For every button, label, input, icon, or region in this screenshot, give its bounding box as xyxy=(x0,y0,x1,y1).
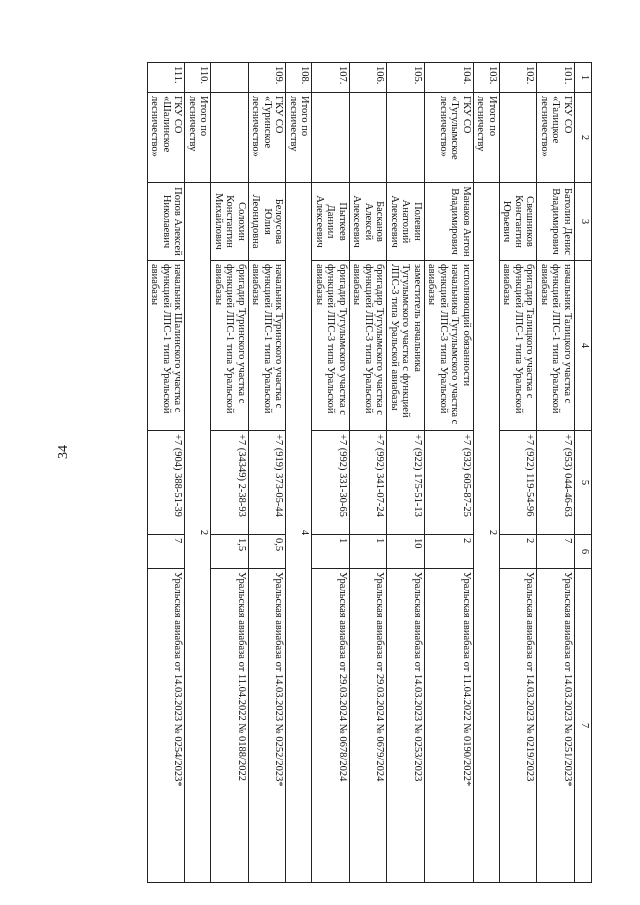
position-cell: бригадир Талицкого участка с функцией ЛПС-1 типа Уральской авиабазы xyxy=(500,261,538,431)
phone-cell: +7 (919) 373-05-44 xyxy=(249,431,287,535)
table-row xyxy=(387,63,425,883)
phone-cell: +7 (922) 175-51-13 xyxy=(387,431,425,535)
count-cell: 1 xyxy=(350,535,388,569)
position-cell: исполняющий обязанности начальника Тугулымского участка с функцией ЛПС-3 типа Уральской авиабазы xyxy=(425,261,474,431)
header-row xyxy=(575,63,592,883)
position-cell: начальник Талицкого участка с функцией ЛПС-1 типа Уральской авиабазы xyxy=(537,261,575,431)
page-number: 34 xyxy=(56,445,71,459)
count-cell: 7 xyxy=(537,535,575,569)
person-name-cell: Солохин Константин Михайлович xyxy=(211,183,249,261)
person-name-cell: Свешников Константин Юрьевич xyxy=(500,183,538,261)
subtotal-value: 2 xyxy=(185,183,211,883)
row-number: 103. xyxy=(474,63,500,93)
position-cell: бригадир Тугулымского участка с функцией ЛПС-3 типа Уральской авиабазы xyxy=(312,261,350,431)
table-row xyxy=(350,63,388,883)
phone-cell: +7 (932) 605-87-25 xyxy=(425,431,474,535)
row-number: 110. xyxy=(185,63,211,93)
document-cell: Уральская авиабаза от 14.03.2023 № 0253/2023 xyxy=(387,569,425,883)
document-cell: Уральская авиабаза от 29.03.2024 № 0679/2024 xyxy=(350,569,388,883)
organization-cell xyxy=(387,93,425,183)
organization-cell xyxy=(350,93,388,183)
position-cell: бригадир Туринского участка с функцией ЛПС-1 типа Уральской авиабазы xyxy=(211,261,249,431)
row-number: 109. xyxy=(249,63,287,93)
document-cell: Уральская авиабаза от 14.03.2023 № 0251/2023* xyxy=(537,569,575,883)
person-name-cell: Полевин Анатолий Алексеевич xyxy=(387,183,425,261)
row-number: 101. xyxy=(537,63,575,93)
organization-cell xyxy=(500,93,538,183)
organization-cell: ГКУ СО «Талицкое лесничество» xyxy=(537,93,575,183)
subtotal-value: 4 xyxy=(286,183,312,883)
header-cell: 6 xyxy=(575,535,592,569)
count-cell: 1 xyxy=(312,535,350,569)
row-number: 106. xyxy=(350,63,388,93)
document-cell: Уральская авиабаза от 14.03.2023 № 0254/2023* xyxy=(148,569,186,883)
subtotal-label: Итого по лесничеству xyxy=(185,93,211,183)
table-row xyxy=(537,63,575,883)
header-cell: 2 xyxy=(575,93,592,183)
document-cell: Уральская авиабаза от 11.04.2022 № 0190/2022* xyxy=(425,569,474,883)
table-row xyxy=(211,63,249,883)
organization-cell: ГКУ СО «Шалинское лесничество» xyxy=(148,93,186,183)
phone-cell: +7 (904) 388-51-39 xyxy=(148,431,186,535)
row-number: 107. xyxy=(312,63,350,93)
person-name-cell: Басканов Алексей Алексеевич xyxy=(350,183,388,261)
table-row xyxy=(148,63,186,883)
header-cell: 1 xyxy=(575,63,592,93)
person-name-cell: Батолин Денис Владимирович xyxy=(537,183,575,261)
organization-cell xyxy=(211,93,249,183)
position-cell: заместитель начальника Тугулымского участка с функцией ЛПС-3 типа Уральской авиабазы xyxy=(387,261,425,431)
subtotal-row xyxy=(474,63,500,883)
subtotal-label: Итого по лесничеству xyxy=(286,93,312,183)
position-cell: бригадир Тугулымского участка с функцией ЛПС-3 типа Уральской авиабазы xyxy=(350,261,388,431)
count-cell: 0,5 xyxy=(249,535,287,569)
phone-cell: +7 (34349) 2-38-93 xyxy=(211,431,249,535)
person-name-cell: Манаков Антон Владимирович xyxy=(425,183,474,261)
count-cell: 7 xyxy=(148,535,186,569)
subtotal-row xyxy=(185,63,211,883)
personnel-table xyxy=(147,62,592,883)
table-row xyxy=(249,63,287,883)
table-row xyxy=(312,63,350,883)
subtotal-row xyxy=(286,63,312,883)
subtotal-value: 2 xyxy=(474,183,500,883)
header-cell: 7 xyxy=(575,569,592,883)
row-number xyxy=(211,63,249,93)
person-name-cell: Пыткеев Даниил Алексеевич xyxy=(312,183,350,261)
phone-cell: +7 (992) 341-07-24 xyxy=(350,431,388,535)
document-cell: Уральская авиабаза от 14.03.2023 № 0252/2023* xyxy=(249,569,287,883)
organization-cell: ГКУ СО «Туринское лесничество» xyxy=(249,93,287,183)
position-cell: начальник Туринского участка с функцией ЛПС-1 типа Уральской авиабазы xyxy=(249,261,287,431)
person-name-cell: Попов Алексей Николаевич xyxy=(148,183,186,261)
phone-cell: +7 (992) 331-30-65 xyxy=(312,431,350,535)
count-cell: 10 xyxy=(387,535,425,569)
table-body xyxy=(148,63,575,883)
rotated-table-container xyxy=(80,62,592,882)
table-row xyxy=(500,63,538,883)
table-row xyxy=(425,63,474,883)
count-cell: 1,5 xyxy=(211,535,249,569)
organization-cell: ГКУ СО «Тугулымское лесничество» xyxy=(425,93,474,183)
position-cell: начальник Шалинского участка с функцией ЛПС-1 типа Уральской авиабазы xyxy=(148,261,186,431)
row-number: 108. xyxy=(286,63,312,93)
header-cell: 3 xyxy=(575,183,592,261)
phone-cell: +7 (953) 044-46-63 xyxy=(537,431,575,535)
document-cell: Уральская авиабаза от 29.03.2024 № 0678/2024 xyxy=(312,569,350,883)
row-number: 104. xyxy=(425,63,474,93)
count-cell: 2 xyxy=(425,535,474,569)
header-cell: 4 xyxy=(575,261,592,431)
count-cell: 2 xyxy=(500,535,538,569)
row-number: 105. xyxy=(387,63,425,93)
document-cell: Уральская авиабаза от 14.03.2023 № 0219/2023 xyxy=(500,569,538,883)
phone-cell: +7 (922) 119-54-96 xyxy=(500,431,538,535)
row-number: 102. xyxy=(500,63,538,93)
row-number: 111. xyxy=(148,63,186,93)
document-cell: Уральская авиабаза от 11.04.2022 № 0188/2022 xyxy=(211,569,249,883)
organization-cell xyxy=(312,93,350,183)
person-name-cell: Белоусова Юлия Леонидовна xyxy=(249,183,287,261)
header-cell: 5 xyxy=(575,431,592,535)
subtotal-label: Итого по лесничеству xyxy=(474,93,500,183)
